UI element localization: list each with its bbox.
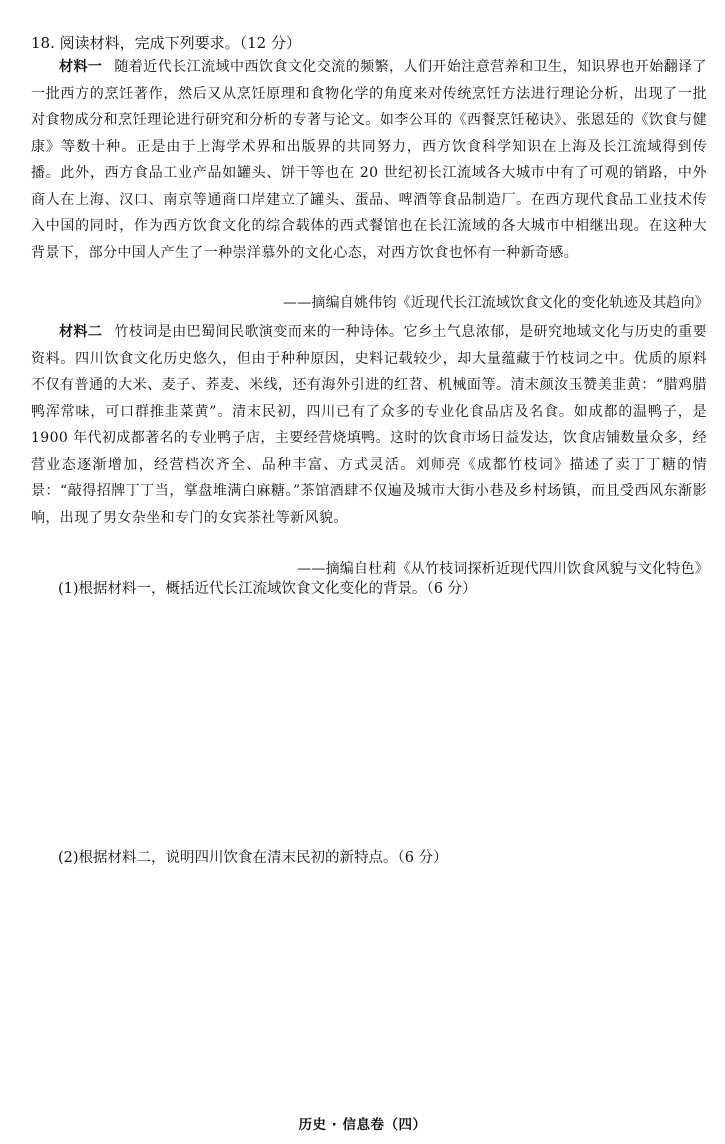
material-two-source: ——摘编自杜莉《从竹枝词探析近现代四川饮食风貌与文化特色》 xyxy=(297,561,709,577)
material-two-paragraph xyxy=(31,319,707,531)
material-two-label: 材料二 xyxy=(59,324,103,340)
sub-question-1: (1)根据材料一，概括近代长江流域饮食文化变化的背景。（6 分） xyxy=(58,581,477,597)
page-footer: 历史 · 信息卷（四） xyxy=(298,1117,427,1133)
sub-question-2: (2)根据材料二，说明四川饮食在清末民初的新特点。（6 分） xyxy=(58,850,448,866)
question-header: 18. 阅读材料，完成下列要求。（12 分） xyxy=(31,34,301,52)
material-one-source: ——摘编自姚伟钧《近现代长江流域饮食文化的变化轨迹及其趋向》 xyxy=(283,295,709,311)
material-one-text: 随着近代长江流域中西饮食文化交流的频繁，人们开始注意营养和卫生，知识界也开始翻译了一批西方的烹饪著作，然后又从烹饪原理和食物化学的角度来对传统烹饪方法进行理论分析，出现了一批对食物成分和烹饪理论进行研究和分析的专著与论文。如李公耳的《西餐烹饪秘诀》、张恩廷的《饮食与健康》等数十种。正是由于上海学术界和出版界的共同努力，西方饮食科学知识在上海及长江流域得到传播。此外，西方食品工业产品如罐头、饼干等也在 20 世纪初长江流域各大城市中有了可观的销路，中外商人在上海、汉口、南京等通商口岸建立了罐头、蛋品、啤酒等食品制造厂。在西方现代食品工业技术传入中国的同时，作为西方饮食文化的综合载体的西式餐馆也在长江流域的各大城市中相继出现。在这种大背景下，部分中国人产生了一种崇洋慕外的文化心态，对西方饮食也怀有一种新奇感。 xyxy=(31,59,707,261)
material-one-label: 材料一 xyxy=(59,59,103,75)
material-one-paragraph xyxy=(31,54,707,266)
material-two-text: 竹枝词是由巴蜀间民歌演变而来的一种诗体。它乡土气息浓郁，是研究地域文化与历史的重要资料。四川饮食文化历史悠久，但由于种种原因，史料记载较少，却大量蕴藏于竹枝词之中。优质的原料不仅有普通的大米、麦子、荞麦、米线，还有海外引进的红苕、机械面等。清末颜汝玉赞美韭黄：“腊鸡腊鸭浑常味，可口群推韭菜黄”。清末民初，四川已有了众多的专业化食品店及名食。如成都的温鸭子，是 1900 年代初成都著名的专业鸭子店，主要经营烧填鸭。这时的饮食市场日益发达，饮食店铺数量众多，经营业态逐渐增加，经营档次齐全、品种丰富、方式灵活。刘师亮《成都竹枝词》描述了卖丁丁糖的情景：“敲得招牌丁丁当，掌盘堆满白麻糖。”茶馆酒肆不仅遍及城市大街小巷及乡村场镇，而且受西风东渐影响，出现了男女杂坐和专门的女宾茶社等新风貌。 xyxy=(31,324,707,526)
